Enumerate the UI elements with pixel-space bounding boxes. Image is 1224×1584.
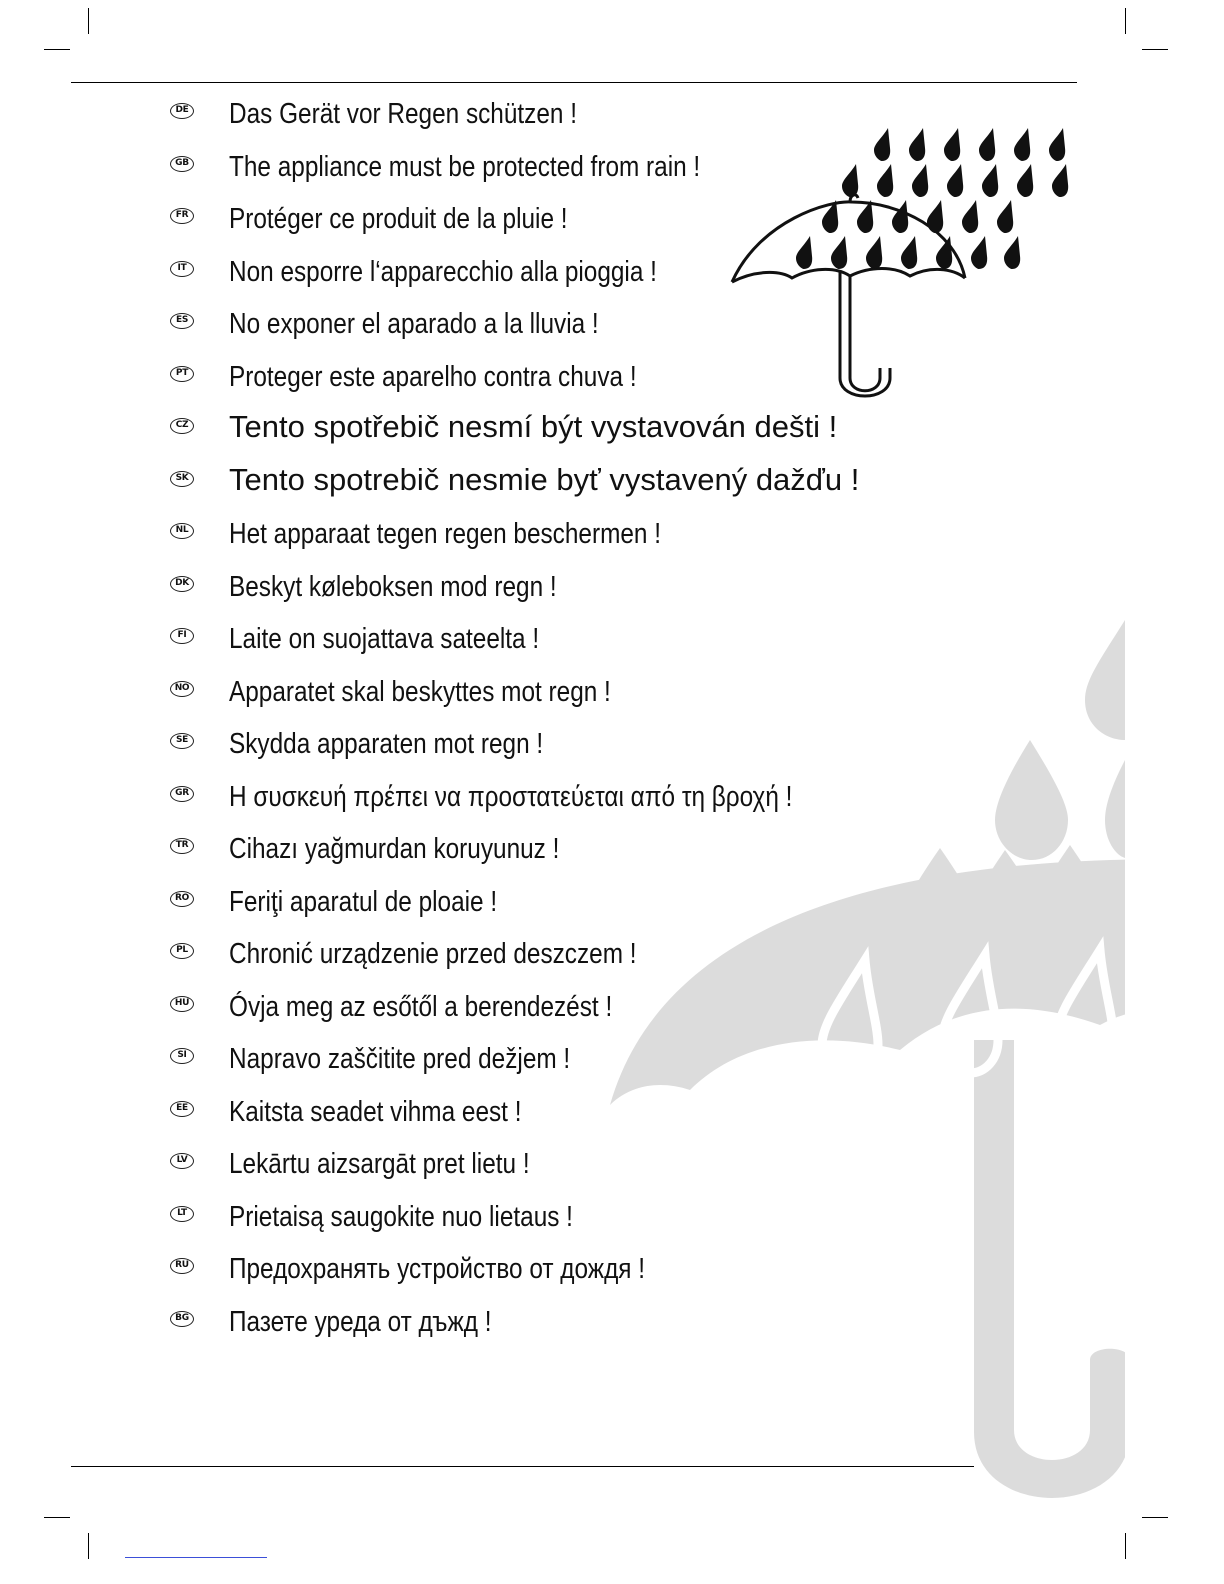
warning-text: Óvja meg az esőtől a berendezést ! [229, 990, 613, 1023]
country-badge: GR [170, 786, 194, 802]
crop-mark-bottom-right-v [1125, 1533, 1126, 1559]
country-badge: ES [170, 313, 194, 329]
crop-mark-top-left-v [88, 8, 89, 34]
warning-text: Chronić urządzenie przed deszczem ! [229, 938, 637, 970]
raindrop-icon [1049, 128, 1065, 161]
list-item [168, 987, 888, 1040]
list-item [168, 777, 888, 830]
raindrop-icon [1017, 164, 1033, 197]
country-badge: RO [170, 891, 194, 907]
top-rule [71, 82, 1077, 83]
warning-text: Das Gerät vor Regen schützen ! [229, 98, 577, 130]
country-badge: FI [170, 628, 194, 644]
country-badge: EE [170, 1101, 194, 1117]
list-item [168, 94, 888, 147]
country-badge: DE [170, 103, 194, 119]
warning-text: Protéger ce produit de la pluie ! [229, 203, 568, 235]
raindrop-icon [947, 164, 963, 197]
warning-text: Cihazı yağmurdan koruyunuz ! [229, 833, 560, 865]
country-badge: BG [170, 1311, 194, 1327]
raindrop-icon [971, 236, 987, 269]
warning-text: The appliance must be protected from rain ! [229, 150, 701, 183]
raindrop-icon [1014, 128, 1030, 161]
list-item [168, 882, 888, 935]
warning-text: Het apparaat tegen regen beschermen ! [229, 518, 662, 550]
raindrop-icon [997, 200, 1013, 233]
blue-footer-rule [125, 1557, 267, 1558]
country-badge: HU [170, 996, 194, 1012]
list-item [168, 462, 888, 515]
warning-text: Пазете уреда от дъжд ! [229, 1305, 492, 1338]
raindrop-icon [892, 200, 908, 233]
country-badge: PT [170, 366, 194, 382]
crop-mark-top-right-h [1142, 49, 1168, 50]
country-badge: SK [170, 471, 194, 487]
list-item [168, 567, 888, 620]
crop-mark-top-left-h [44, 49, 70, 50]
raindrop-icon [927, 200, 943, 233]
warning-text: Предохранять устройство от дождя ! [229, 1253, 646, 1285]
raindrop-icon [909, 128, 925, 161]
raindrop-icon [1004, 236, 1020, 269]
crop-mark-bottom-left-v [88, 1533, 89, 1559]
country-badge: NO [170, 681, 194, 697]
warning-text: Tento spotřebič nesmí být vystavován dešti ! [229, 409, 838, 444]
list-item [168, 1039, 888, 1092]
warning-text: Tento spotrebič nesmie byť vystavený dažďu ! [229, 461, 860, 497]
list-item [168, 199, 888, 252]
raindrop-icon [944, 128, 960, 161]
country-badge: GB [170, 156, 194, 172]
list-item [168, 514, 888, 567]
crop-mark-bottom-right-h [1142, 1517, 1168, 1518]
list-item [168, 1249, 888, 1302]
warning-text: Proteger este aparelho contra chuva ! [229, 360, 637, 393]
warning-text: Laite on suojattava sateelta ! [229, 623, 540, 655]
list-item [168, 147, 888, 200]
list-item [168, 724, 888, 777]
warning-text: Prietaisą saugokite nuo lietaus ! [229, 1200, 573, 1233]
list-item [168, 252, 888, 305]
country-badge: LT [170, 1206, 194, 1222]
country-badge: NL [170, 523, 194, 539]
country-badge: IT [170, 261, 194, 277]
country-badge: FR [170, 208, 194, 224]
crop-mark-top-right-v [1125, 8, 1126, 34]
raindrop-icon [982, 164, 998, 197]
list-item [168, 357, 888, 410]
raindrop-icon [962, 200, 978, 233]
list-item [168, 1302, 888, 1355]
warning-text: Η συσκευή πρέπει να προστατεύεται από τη βροχή ! [229, 780, 793, 813]
list-item [168, 619, 888, 672]
country-badge: PL [170, 943, 194, 959]
country-badge: DK [170, 576, 194, 592]
list-item [168, 672, 888, 725]
warning-text: No exponer el aparado a la lluvia ! [229, 308, 599, 340]
raindrop-icon [912, 164, 928, 197]
country-badge: SI [170, 1048, 194, 1064]
country-badge: RU [170, 1258, 194, 1274]
list-item [168, 934, 888, 987]
list-item [168, 304, 888, 357]
country-badge: SE [170, 733, 194, 749]
raindrop-icon [901, 236, 917, 269]
country-badge: LV [170, 1153, 194, 1169]
warning-text: Beskyt køleboksen mod regn ! [229, 570, 557, 603]
raindrop-icon [1052, 164, 1068, 197]
warning-list [168, 94, 888, 1354]
warning-text: Skydda apparaten mot regn ! [229, 728, 544, 760]
warning-text: Non esporre l‘apparecchio alla pioggia ! [229, 255, 657, 288]
list-item [168, 829, 888, 882]
crop-mark-bottom-left-h [44, 1517, 70, 1518]
warning-text: Lekārtu aizsargāt pret lietu ! [229, 1148, 530, 1180]
list-item [168, 1092, 888, 1145]
warning-text: Apparatet skal beskyttes mot regn ! [229, 675, 611, 708]
list-item [168, 1144, 888, 1197]
country-badge: CZ [170, 418, 194, 434]
raindrop-icon [979, 128, 995, 161]
country-badge: TR [170, 838, 194, 854]
list-item [168, 409, 888, 462]
warning-text: Kaitsta seadet vihma eest ! [229, 1095, 522, 1128]
warning-text: Feriţi aparatul de ploaie ! [229, 885, 498, 918]
list-item [168, 1197, 888, 1250]
warning-text: Napravo zaščitite pred dežjem ! [229, 1043, 571, 1075]
